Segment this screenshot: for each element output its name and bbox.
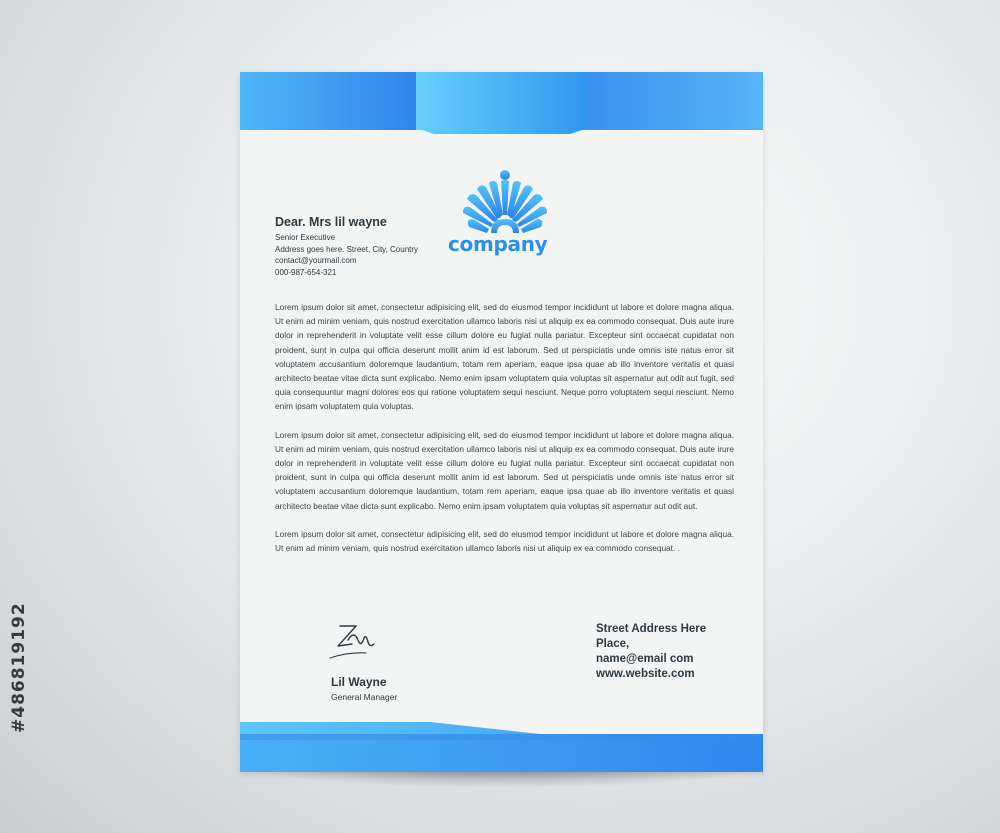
company-logo-text: company (448, 232, 548, 256)
recipient-address: Address goes here. Street, City, Country (275, 244, 419, 254)
recipient-email: contact@yourmail.com (275, 256, 357, 265)
signer-block (331, 675, 481, 702)
stock-id-label: #486819192 (9, 602, 29, 734)
header-chevron (240, 72, 763, 144)
signer-name: Lil Wayne (331, 675, 387, 689)
contact-website: www.website.com (596, 668, 695, 680)
signer-title: General Manager (331, 692, 398, 702)
letterhead-page (240, 72, 763, 772)
body-paragraph-2: Lorem ipsum dolor sit amet, consectetur adipisicing elit, sed do eiusmod tempor incididunt ut labore et dolore magna aliqua. Ut enim ad minim veniam, quis nostrud exercitation ullamco laboris nisi ut aliquip ex ea commodo consequat. Duis aute irure dolor in reprehenderit in voluptate velit esse cillum dolore eu fugiat nulla pariatur. Excepteur sint occaecat cupidatat non proident, sunt in culpa qui officia deserunt mollit anim id est laborum. Sed ut perspiciatis unde omnis iste natus error sit voluptatem accusantium doloremque laudantium, totam rem aperiam, eaque ipsa quae ab illo inventore veritatis et quasi architecto beatae vitae dicta sunt explicabo. Nemo enim ipsam voluptatem quia voluptas sit aspernatur aut odit aut. (275, 429, 734, 511)
letter-body (275, 300, 734, 569)
recipient-title: Senior Executive (275, 233, 336, 242)
contact-email: name@email com (596, 653, 694, 665)
contact-street: Street Address Here (596, 623, 707, 635)
body-paragraph-3: Lorem ipsum dolor sit amet, consectetur adipisicing elit, sed do eiusmod tempor incididunt ut labore et dolore magna aliqua. Ut enim ad minim veniam, quis nostrud exercitation ullamco laboris nisi ut aliquip ex ea commodo consequat. . (275, 528, 734, 554)
body-paragraph-1: Lorem ipsum dolor sit amet, consectetur adipisicing elit, sed do eiusmod tempor incididunt ut labore et dolore magna aliqua. Ut enim ad minim veniam, quis nostrud exercitation ullamco laboris nisi ut aliquip ex ea commodo consequat. Duis aute irure dolor in reprehenderit in voluptate velit esse cillum dolore eu fugiat nulla pariatur. Excepteur sint occaecat cupidatat non proident, sunt in culpa qui officia deserunt mollit anim id est laborum. Sed ut perspiciatis unde omnis iste natus error sit voluptatem accusantium doloremque laudantium, totam rem aperiam, eaque ipsa quae ab illo inventore veritatis et quasi architecto beatae vitae dicta sunt explicabo. Nemo enim ipsam voluptatem quia voluptas sit aspernatur aut odit aut fugit, sed quia consequuntur magni dolores eos qui ratione voluptatem sequi nesciunt. Neque porro voluptatem sequi nesciunt. Nemo enim ipsam voluptatem quia voluptas. (275, 302, 734, 412)
handwritten-signature (328, 620, 388, 662)
contact-place: Place, (596, 638, 630, 650)
recipient-phone: 000-987-654-321 (275, 267, 337, 277)
recipient-block (275, 215, 475, 278)
footer-band (240, 712, 763, 772)
contact-block (596, 622, 756, 682)
recipient-name: Dear. Mrs lil wayne (275, 215, 387, 229)
